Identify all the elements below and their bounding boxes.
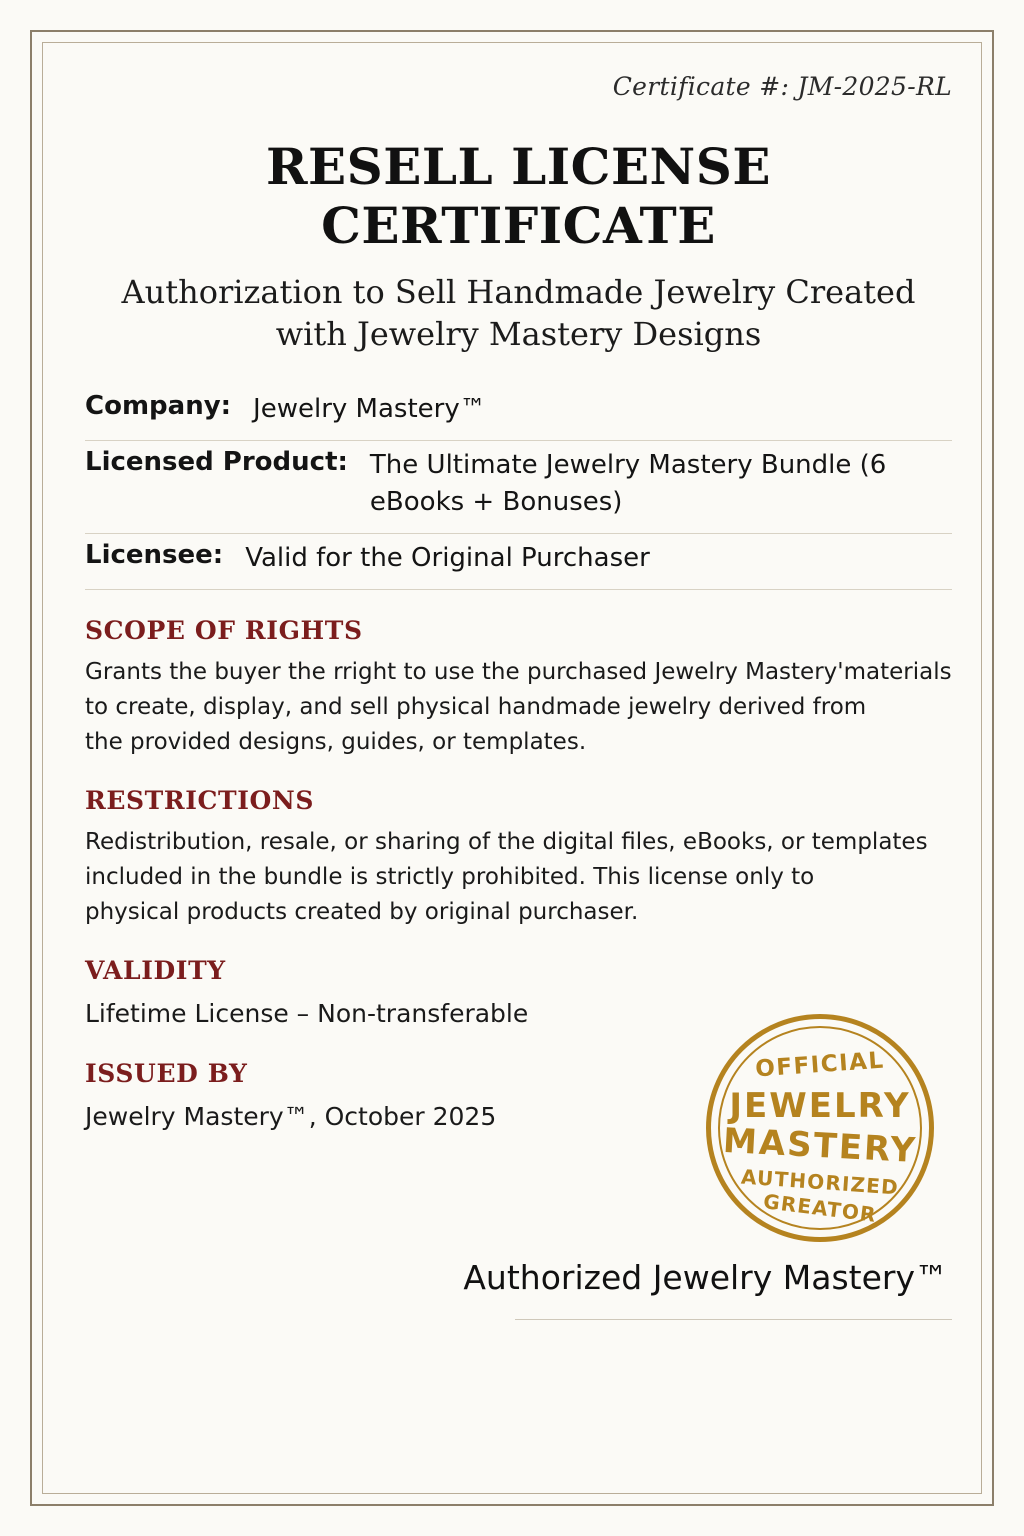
section-heading-restrictions: RESTRICTIONS xyxy=(85,785,315,815)
subtitle-line-1: Authorization to Sell Handmade Jewelry Created xyxy=(121,273,916,311)
scope-line-1: Grants the buyer the rright to use the purchased Jewelry Mastery'materials xyxy=(85,659,952,686)
section-body-issued-by: Jewelry Mastery™, October 2025 xyxy=(85,1101,497,1131)
field-row-licensee xyxy=(85,534,952,590)
section-body-restrictions xyxy=(85,825,952,930)
field-row-licensed-product xyxy=(85,441,952,534)
seal-text-mastery: MASTERY xyxy=(722,1120,918,1172)
section-body-scope-of-rights xyxy=(85,655,952,760)
signature-line xyxy=(515,1319,952,1320)
field-list xyxy=(85,385,952,590)
seal-text-official: OFFICIAL xyxy=(754,1047,886,1083)
subtitle-line-2: with Jewelry Mastery Designs xyxy=(275,315,762,354)
field-value-licensee: Valid for the Original Purchaser xyxy=(245,543,650,574)
seal-text-authorized: AUTHORIZED xyxy=(740,1164,900,1200)
scope-line-2: to create, display, and sell physical handmade jewelry derived from xyxy=(85,694,867,721)
section-body-validity: Lifetime License – Non-transferable xyxy=(85,998,529,1028)
field-label-company: Company: xyxy=(85,391,232,422)
certificate-number: Certificate #: JM-2025-RL xyxy=(612,72,952,101)
signature-block xyxy=(385,1258,952,1320)
certificate-content xyxy=(85,62,952,1476)
section-heading-validity: VALIDITY xyxy=(85,955,226,985)
section-heading-scope-of-rights: SCOPE OF RIGHTS xyxy=(85,616,363,646)
section-restrictions xyxy=(85,786,952,930)
signature-name: Authorized Jewelry Mastery™ xyxy=(463,1258,948,1297)
seal-text-jewelry: JEWELRY xyxy=(729,1086,911,1126)
restrictions-line-2: included in the bundle is strictly prohibited. This license only to xyxy=(85,863,815,890)
page-subtitle xyxy=(85,271,952,355)
official-seal-icon xyxy=(706,1014,934,1242)
field-value-company: Jewelry Mastery™ xyxy=(253,394,486,425)
section-scope-of-rights xyxy=(85,616,952,760)
seal-text-greator: GREATOR xyxy=(762,1189,878,1227)
field-label-licensed-product: Licensed Product: xyxy=(85,447,348,478)
scope-line-3: the provided designs, guides, or templates. xyxy=(85,729,587,755)
field-row-company xyxy=(85,385,952,441)
section-heading-issued-by: ISSUED BY xyxy=(85,1058,248,1088)
page-title: RESELL LICENSE CERTIFICATE xyxy=(266,137,771,255)
field-value-licensed-product: The Ultimate Jewelry Mastery Bundle (6 eBooks + Bonuses) xyxy=(369,450,887,518)
restrictions-line-3: physical products created by original purchaser. xyxy=(85,898,639,925)
field-label-licensee: Licensee: xyxy=(85,540,224,571)
restrictions-line-1: Redistribution, resale, or sharing of the digital files, eBooks, or templates xyxy=(85,828,928,855)
